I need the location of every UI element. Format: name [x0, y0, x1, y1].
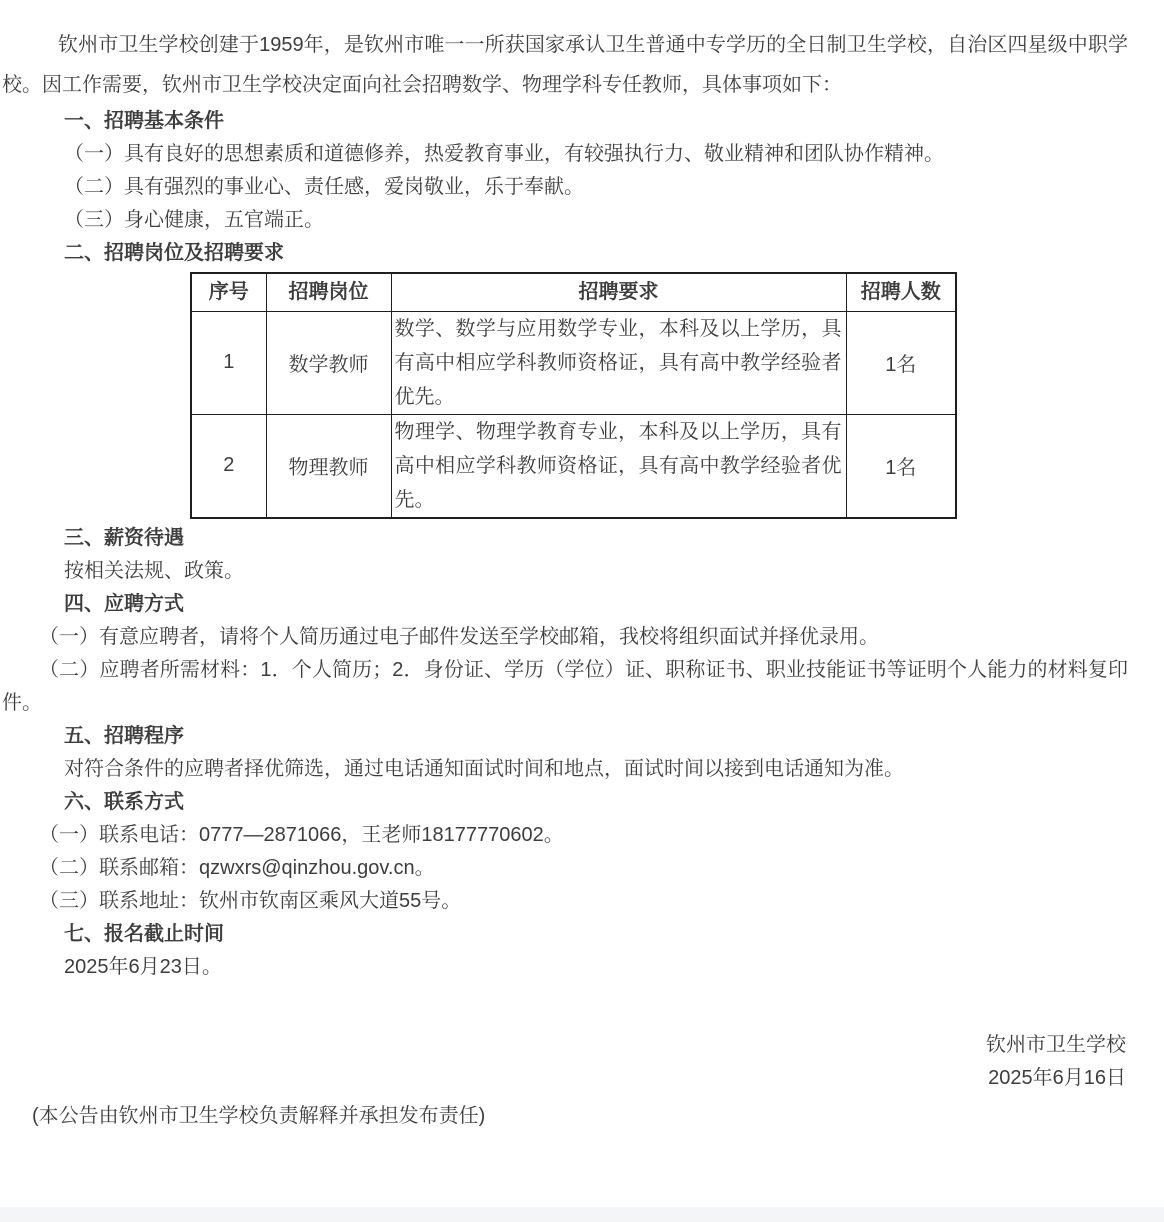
signature-date: 2025年6月16日: [988, 1066, 1126, 1089]
cell-req: 数学、数学与应用数学专业，本科及以上学历，具有高中相应学科教师资格证，具有高中教学经验者优先。: [391, 311, 846, 414]
section-3-body: 按相关法规、政策。: [64, 559, 244, 582]
section-1-item-3: （三）身心健康，五官端正。: [64, 209, 324, 231]
signature-block: [2, 1029, 1128, 1095]
cell-seq: 1: [191, 311, 266, 414]
footer-strip: [0, 1207, 1164, 1222]
cell-post: 数学教师: [266, 311, 391, 414]
cell-number: 1名: [846, 414, 956, 518]
section-5-heading: 五、招聘程序: [64, 724, 184, 747]
signature-org: 钦州市卫生学校: [986, 1033, 1126, 1056]
contact-address-line: （三）联系地址：钦州市钦南区乘风大道55号。: [39, 889, 462, 912]
column-header-post: 招聘岗位: [266, 273, 391, 311]
deadline-date: 2025年6月23日。: [64, 955, 222, 978]
recruitment-positions-table: [190, 272, 957, 519]
section-5-body: 对符合条件的应聘者择优筛选，通过电话通知面试时间和地点，面试时间以接到电话通知为准。: [64, 757, 904, 780]
cell-req: 物理学、物理学教育专业，本科及以上学历，具有高中相应学科教师资格证，具有高中教学经验者优先。: [391, 414, 846, 518]
cell-seq: 2: [191, 414, 266, 518]
section-1-item-1: （一）具有良好的思想素质和道德修养，热爱教育事业，有较强执行力、敬业精神和团队协作精神。: [64, 143, 944, 165]
cell-post: 物理教师: [266, 414, 391, 518]
section-7-heading: 七、报名截止时间: [64, 922, 224, 945]
table-header-row: [191, 273, 956, 311]
table-row: [191, 311, 956, 414]
section-4-item-2: （二）应聘者所需材料：1．个人简历；2．身份证、学历（学位）证、职称证书、职业技能证书等证明个人能力的材料复印件。: [2, 658, 1128, 714]
cell-number: 1名: [846, 311, 956, 414]
section-6-heading: 六、联系方式: [64, 790, 184, 813]
section-4-heading: 四、应聘方式: [64, 592, 184, 615]
disclaimer-line: (本公告由钦州市卫生学校负责解释并承担发布责任): [32, 1104, 486, 1127]
column-header-seq: 序号: [191, 273, 266, 311]
table-row: [191, 414, 956, 518]
contact-email-line: （二）联系邮箱：qzwxrs@qinzhou.gov.cn。: [39, 856, 435, 879]
section-4-item-1: （一）有意应聘者，请将个人简历通过电子邮件发送至学校邮箱，我校将组织面试并择优录用。: [39, 625, 879, 648]
intro-paragraph: 钦州市卫生学校创建于1959年，是钦州市唯一一所获国家承认卫生普通中专学历的全日制卫生学校，自治区四星级中职学校。因工作需要，钦州市卫生学校决定面向社会招聘数学、物理学科专任教师，具体事项如下：: [2, 34, 1128, 96]
contact-phone-line: （一）联系电话：0777—2871066，王老师18177770602。: [39, 823, 564, 846]
section-2-heading: 二、招聘岗位及招聘要求: [64, 242, 284, 264]
column-header-req: 招聘要求: [391, 273, 846, 311]
column-header-number: 招聘人数: [846, 273, 956, 311]
section-1-item-2: （二）具有强烈的事业心、责任感，爱岗敬业，乐于奉献。: [64, 176, 584, 198]
section-1-heading: 一、招聘基本条件: [64, 110, 224, 132]
section-3-heading: 三、薪资待遇: [64, 526, 184, 549]
